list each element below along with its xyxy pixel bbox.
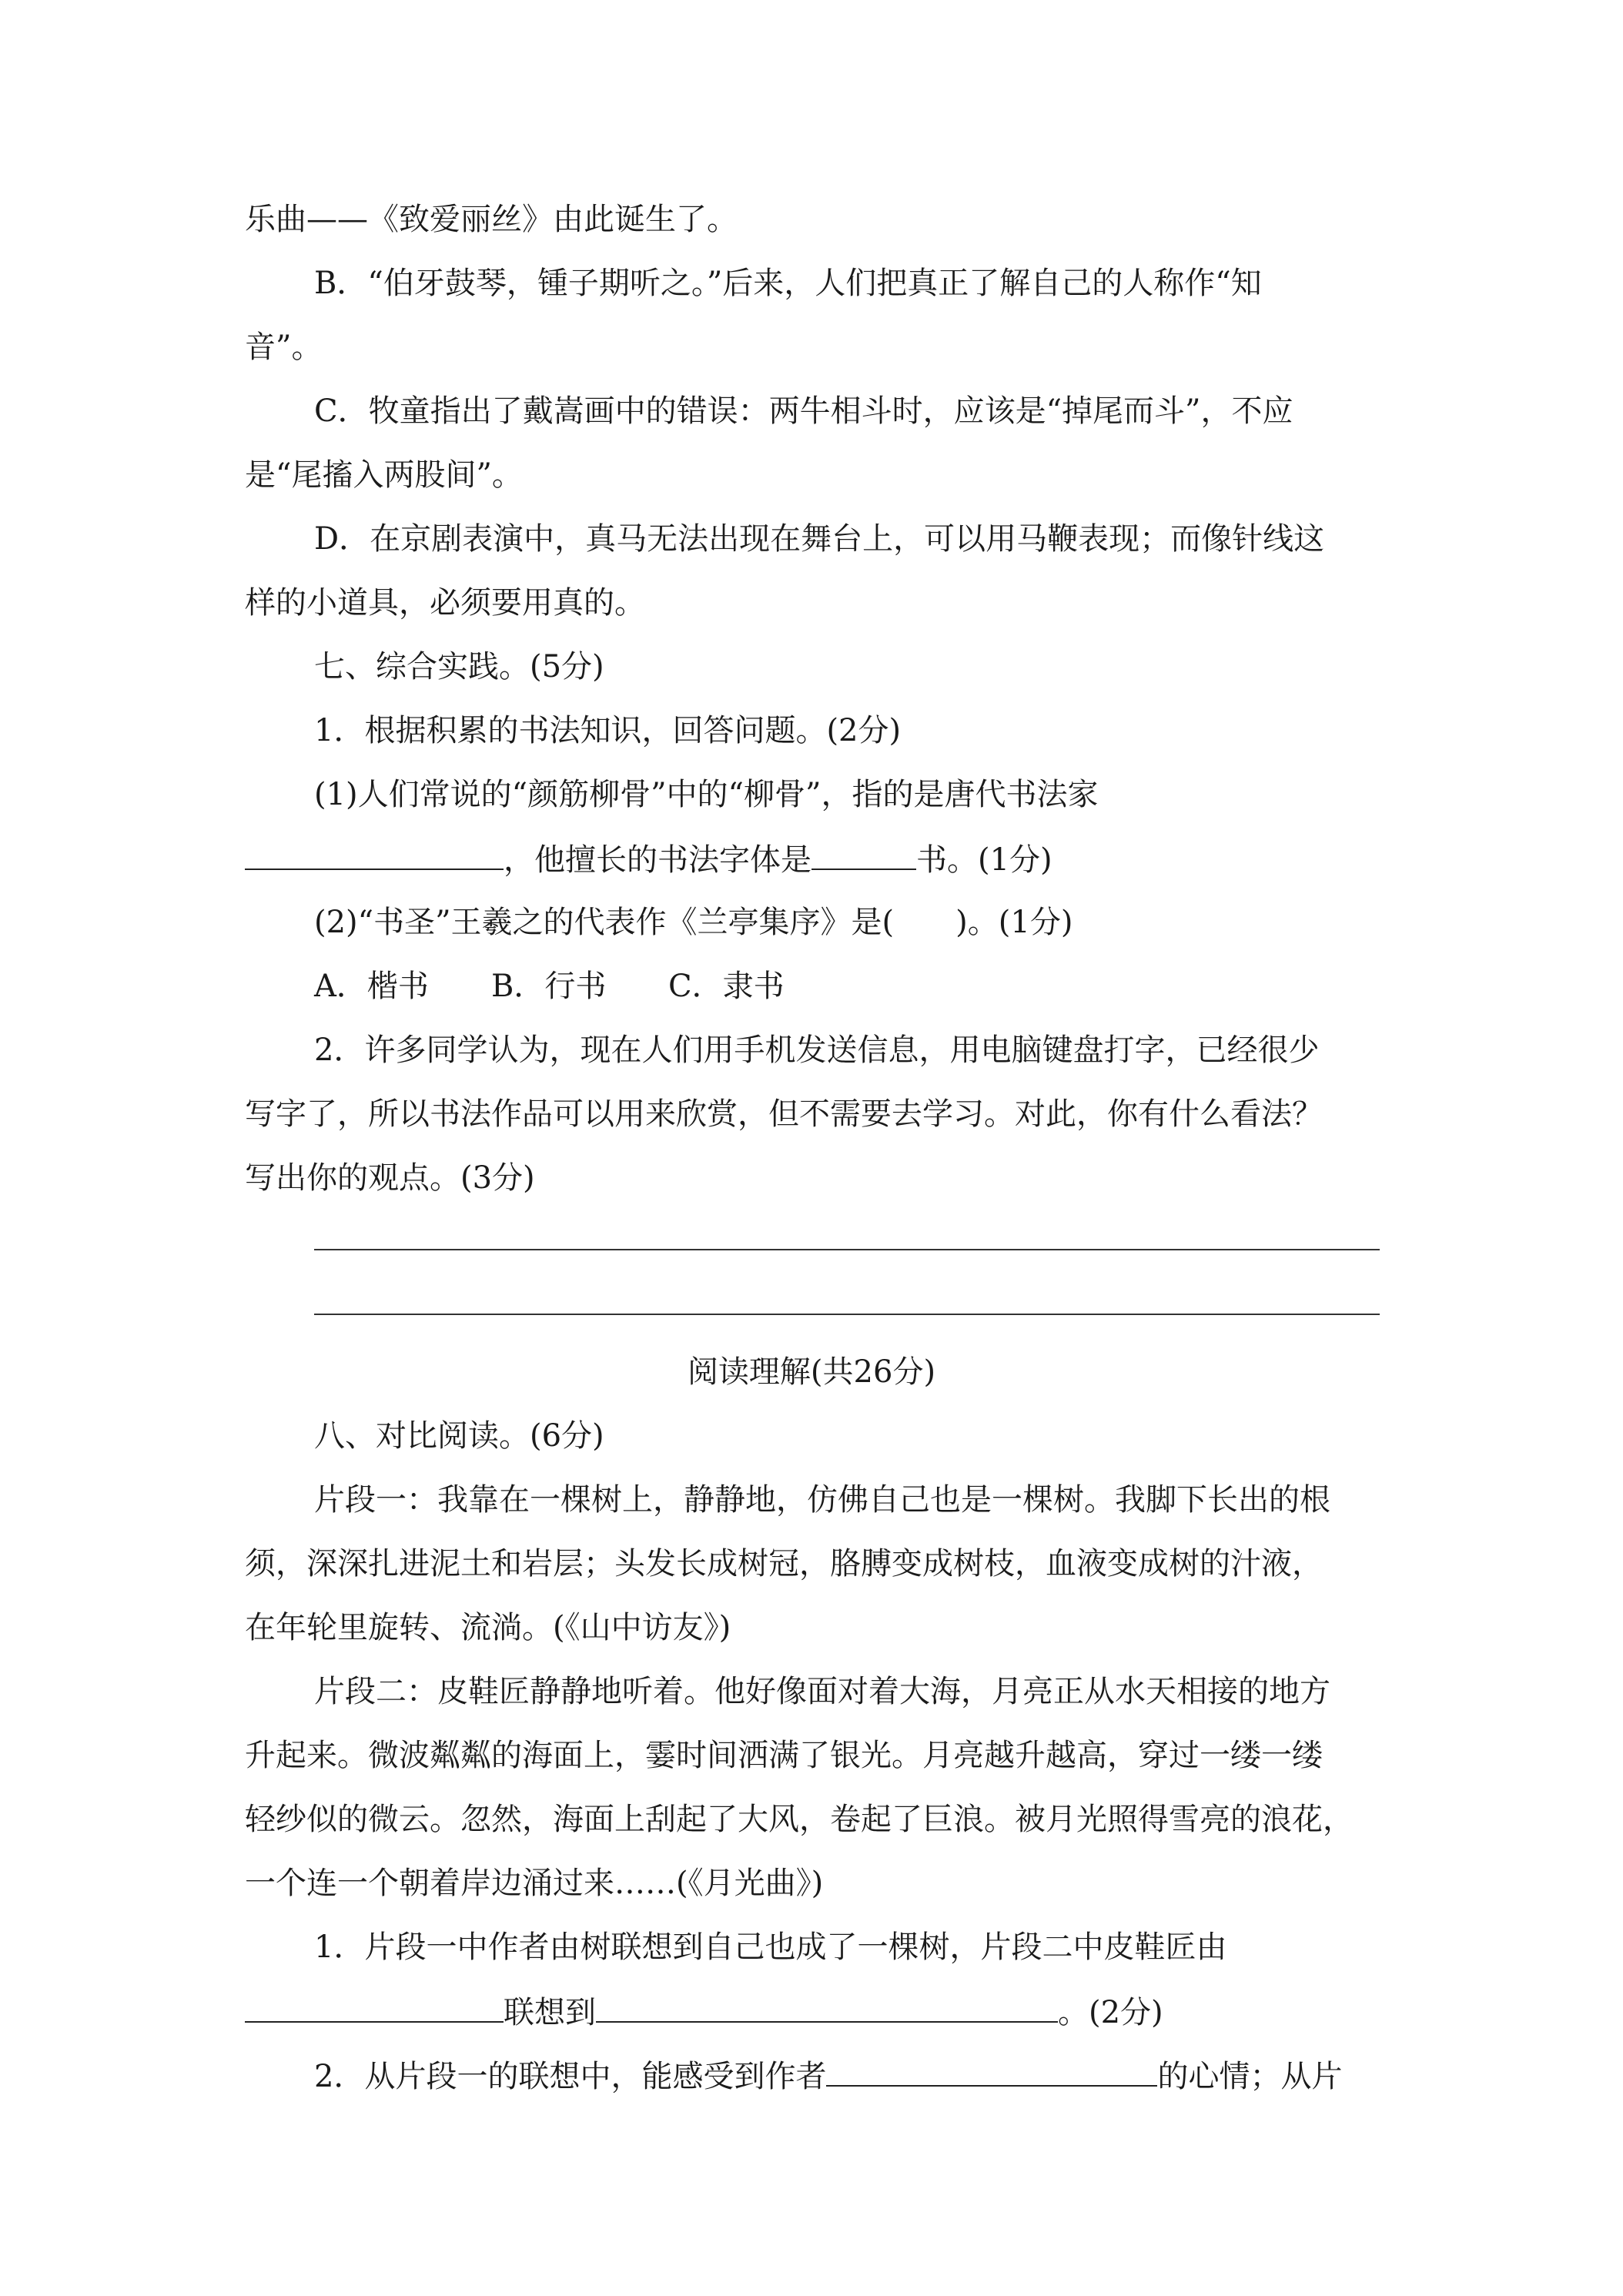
option-c-line1: C．牧童指出了戴嵩画中的错误：两牛相斗时，应该是“掉尾而斗”，不应 [314, 393, 1293, 429]
option-c-line2: 是“尾搐入两股间”。 [245, 457, 523, 493]
option-b-line2: 音”。 [245, 330, 323, 365]
s7-q1-1-mid-text: ，他擅长的书法字体是 [504, 842, 812, 878]
passage1-line3: 在年轮里旋转、流淌。(《山中访友》) [245, 1610, 731, 1645]
s7-q2-line3: 写出你的观点。(3分) [245, 1160, 535, 1196]
association-source-blank[interactable] [245, 1992, 504, 2023]
option-a-tail: 乐曲——《致爱丽丝》由此诞生了。 [245, 202, 738, 237]
passage1-line1: 片段一：我靠在一棵树上，静静地，仿佛自己也是一棵树。我脚下长出的根 [314, 1482, 1330, 1518]
s7-q1-2: (2)“书圣”王羲之的代表作《兰亭集序》是( )。(1分) [314, 905, 1073, 940]
s8-q1-end-text: 。(2分) [1058, 1995, 1163, 2030]
passage2-line1: 片段二：皮鞋匠静静地听着。他好像面对着大海，月亮正从水天相接的地方 [314, 1674, 1330, 1709]
s8-q1-mid-text: 联想到 [504, 1995, 596, 2030]
s8-q2-start-text: 2．从片段一的联想中，能感受到作者 [314, 2059, 827, 2094]
s8-q2-line1 [314, 2056, 1342, 2094]
s7-q2-line1: 2．许多同学认为，现在人们用手机发送信息，用电脑键盘打字，已经很少 [314, 1033, 1320, 1068]
answer-line-2[interactable] [314, 1314, 1380, 1315]
section8-heading: 八、对比阅读。(6分) [314, 1418, 604, 1454]
s7-q1-1-line2 [245, 839, 1052, 878]
option-kaishu[interactable]: A．楷书 [314, 969, 429, 1004]
association-target-blank[interactable] [596, 1992, 1058, 2023]
s8-q1-line2 [245, 1992, 1163, 2030]
author-mood-blank[interactable] [826, 2056, 1157, 2087]
passage2-line2: 升起来。微波粼粼的海面上，霎时间洒满了银光。月亮越升越高，穿过一缕一缕 [245, 1738, 1323, 1773]
passage2-line3: 轻纱似的微云。忽然，海面上刮起了大风，卷起了巨浪。被月光照得雪亮的浪花， [245, 1802, 1354, 1837]
option-lishu[interactable]: C．隶书 [668, 969, 785, 1004]
section7-heading: 七、综合实践。(5分) [314, 649, 604, 684]
s8-q2-end-text: 的心情；从片 [1157, 2059, 1343, 2094]
s7-q1-1-end-text: 书。(1分) [916, 842, 1052, 878]
passage1-line2: 须，深深扎进泥土和岩层；头发长成树冠，胳膊变成树枝，血液变成树的汁液， [245, 1546, 1323, 1581]
s8-q1-line1: 1．片段一中作者由树联想到自己也成了一棵树，片段二中皮鞋匠由 [314, 1930, 1227, 1965]
option-d-line2: 样的小道具，必须要用真的。 [245, 585, 645, 621]
option-b-text: B．“伯牙鼓琴，锺子期听之。”后来，人们把真正了解自己的人称作“知 [314, 266, 1262, 301]
calligrapher-answer-blank[interactable] [245, 839, 504, 870]
s7-q1-heading: 1．根据积累的书法知识，回答问题。(2分) [314, 713, 902, 748]
option-d-line1: D．在京剧表演中，真马无法出现在舞台上，可以用马鞭表现；而像针线这 [314, 521, 1325, 557]
s7-q1-1-line1: (1)人们常说的“颜筋柳骨”中的“柳骨”，指的是唐代书法家 [314, 777, 1099, 812]
s7-q1-2-options [314, 967, 785, 1006]
s7-q2-line2: 写字了，所以书法作品可以用来欣赏，但不需要去学习。对此，你有什么看法？ [245, 1096, 1323, 1132]
option-b-line1 [314, 264, 1380, 303]
answer-line-1[interactable] [314, 1249, 1380, 1250]
reading-section-title: 阅读理解(共26分) [687, 1354, 936, 1390]
passage2-line4: 一个连一个朝着岸边涌过来……(《月光曲》) [245, 1866, 824, 1901]
script-style-answer-blank[interactable] [812, 839, 916, 870]
option-xingshu[interactable]: B．行书 [491, 969, 607, 1004]
